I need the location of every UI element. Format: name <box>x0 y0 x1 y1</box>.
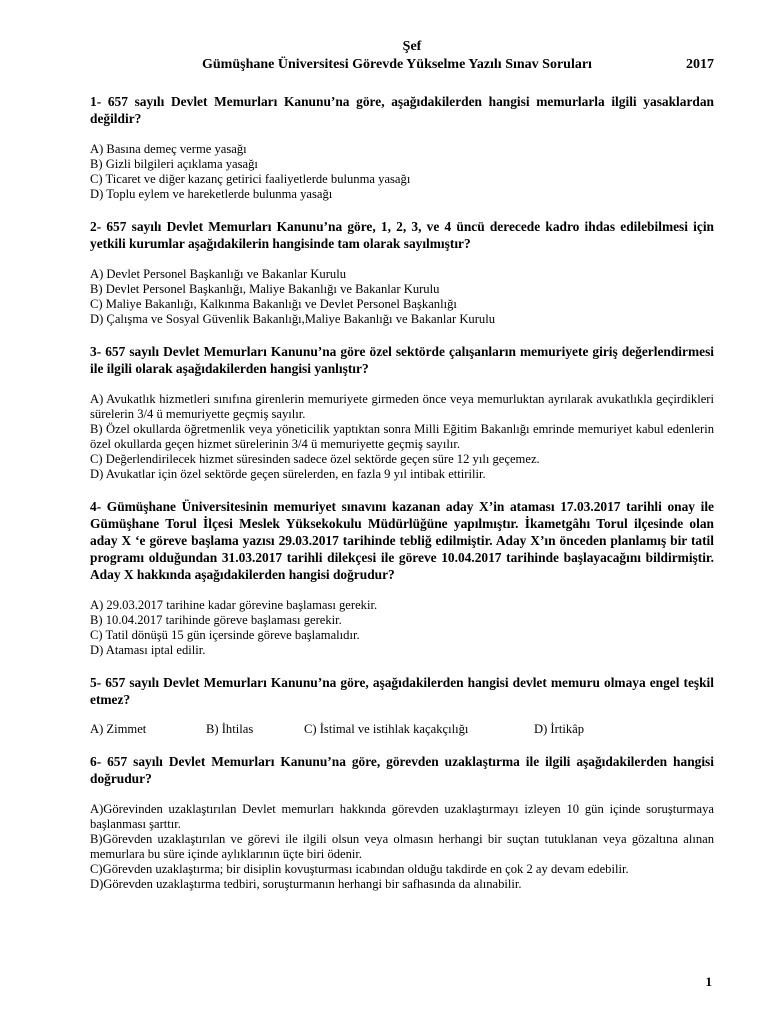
header-line <box>90 56 714 74</box>
options-row <box>90 722 714 737</box>
options-list <box>90 267 714 327</box>
question-text: 2- 657 sayılı Devlet Memurları Kanunu’na göre, 1, 2, 3, ve 4 üncü derecede kadro ihdas edilebilmesi için yetkili kurumlar aşağıdakilerin hangisinde tam olarak sayılmıştır? <box>90 219 714 251</box>
option-d: D) Avukatlar için özel sektörde geçen sürelerden, en fazla 9 yıl intibak ettirilir. <box>90 467 486 481</box>
header-role: Şef <box>402 39 422 54</box>
option-b: B) Gizli bilgileri açıklama yasağı <box>90 157 258 171</box>
options-list <box>90 802 714 892</box>
question-text: 5- 657 sayılı Devlet Memurları Kanunu’na göre, aşağıdakilerden hangisi devlet memuru olmaya engel teşkil etmez? <box>90 675 714 707</box>
question-text: 3- 657 sayılı Devlet Memurları Kanunu’na göre özel sektörde çalışanların memuriyete giriş değerlendirmesi ile ilgili olarak aşağıdakilerden hangisi yanlıştır? <box>90 344 714 376</box>
option-b: B)Görevden uzaklaştırılan ve görevi ile ilgili olsun veya olmasın herhangi bir suçtan tutuklanan veya gözaltına alınan memurlara bu süre içinde aylıklarının üçte biri ödenir. <box>90 832 714 861</box>
question-text: 6- 657 sayılı Devlet Memurları Kanunu’na göre, görevden uzaklaştırma ile ilgili aşağıdakilerden hangisi doğrudur? <box>90 754 714 786</box>
question-2 <box>90 218 714 327</box>
option-b: B) İhtilas <box>206 722 254 736</box>
option-a: A) Avukatlık hizmetleri sınıfına girenlerin memuriyete girmeden önce veya memurluktan ayrılarak avukatlıkla geçirdikleri sürelerin 3/4 ü memuriyette geçmiş sayılır. <box>90 392 714 421</box>
option-c: C) Tatil dönüşü 15 gün içersinde göreve başlamalıdır. <box>90 628 360 642</box>
option-a: A) 29.03.2017 tarihine kadar görevine başlaması gerekir. <box>90 598 378 612</box>
options-list <box>90 142 714 202</box>
option-a: A) Basına demeç verme yasağı <box>90 142 247 156</box>
option-d: D) İrtikâp <box>534 722 585 736</box>
options-list <box>90 598 714 658</box>
option-a: A) Devlet Personel Başkanlığı ve Bakanlar Kurulu <box>90 267 347 281</box>
option-d: D) Toplu eylem ve hareketlerde bulunma yasağı <box>90 187 333 201</box>
document-page <box>90 38 714 892</box>
question-text: 1- 657 sayılı Devlet Memurları Kanunu’na göre, aşağıdakilerden hangisi memurlarla ilgili yasaklardan değildir? <box>90 94 714 126</box>
question-5 <box>90 674 714 737</box>
options-list <box>90 392 714 482</box>
option-c: C) Maliye Bakanlığı, Kalkınma Bakanlığı ve Devlet Personel Başkanlığı <box>90 297 457 311</box>
header-title: Gümüşhane Üniversitesi Görevde Yükselme Yazılı Sınav Soruları <box>202 57 592 72</box>
option-c: C) Değerlendirilecek hizmet süresinden sadece özel sektörde geçen süre 12 yılı geçemez. <box>90 452 540 466</box>
option-a: A) Zimmet <box>90 722 147 736</box>
option-d: D)Görevden uzaklaştırma tedbiri, soruşturmanın herhangi bir safhasında da alınabilir. <box>90 877 522 891</box>
option-c: C) İstimal ve istihlak kaçakçılığı <box>304 722 469 736</box>
question-text: 4- Gümüşhane Üniversitesinin memuriyet sınavını kazanan aday X’in ataması 17.03.2017 tarihli onay ile Gümüşhane Torul İlçesi Meslek Yüksekokulu Müdürlüğüne yapılmıştır. İkametgâhı Torul ilçesinde olan aday X ‘e göreve başlama yazısı 29.03.2017 tarihinde tebliğ edilmiştir. Aday X’ın önceden planlamış bir tatil programı olduğundan 31.03.2017 tarihli dilekçesi ile göreve 10.04.2017 tarihinde başlayacağını bildirmiştir. Aday X hakkında aşağıdakilerden hangisi doğrudur? <box>90 499 714 582</box>
option-b: B) 10.04.2017 tarihinde göreve başlaması gerekir. <box>90 613 342 627</box>
question-6 <box>90 753 714 892</box>
option-b: B) Özel okullarda öğretmenlik veya yöneticilik yaptıktan sonra Milli Eğitim Bakanlığı emrinde memuriyet kabul edenlerin özel okullarda geçen hizmet sürelerinin 3/4 ü memuriyette geçmiş sayılır. <box>90 422 714 451</box>
header-year: 2017 <box>686 57 714 72</box>
option-d: D) Ataması iptal edilir. <box>90 643 206 657</box>
question-3 <box>90 343 714 482</box>
option-a: A)Görevinden uzaklaştırılan Devlet memurları hakkında görevden uzaklaştırmayı izleyen 10 gün içinde soruşturmaya başlanması şarttır. <box>90 802 714 831</box>
page-number: 1 <box>705 974 712 989</box>
option-b: B) Devlet Personel Başkanlığı, Maliye Bakanlığı ve Bakanlar Kurulu <box>90 282 440 296</box>
option-c: C)Görevden uzaklaştırma; bir disiplin kovuşturması icabından olduğu takdirde en çok 2 ay devam edebilir. <box>90 862 629 876</box>
option-c: C) Ticaret ve diğer kazanç getirici faaliyetlerde bulunma yasağı <box>90 172 411 186</box>
question-4 <box>90 498 714 658</box>
option-d: D) Çalışma ve Sosyal Güvenlik Bakanlığı,Maliye Bakanlığı ve Bakanlar Kurulu <box>90 312 496 326</box>
question-1 <box>90 93 714 202</box>
